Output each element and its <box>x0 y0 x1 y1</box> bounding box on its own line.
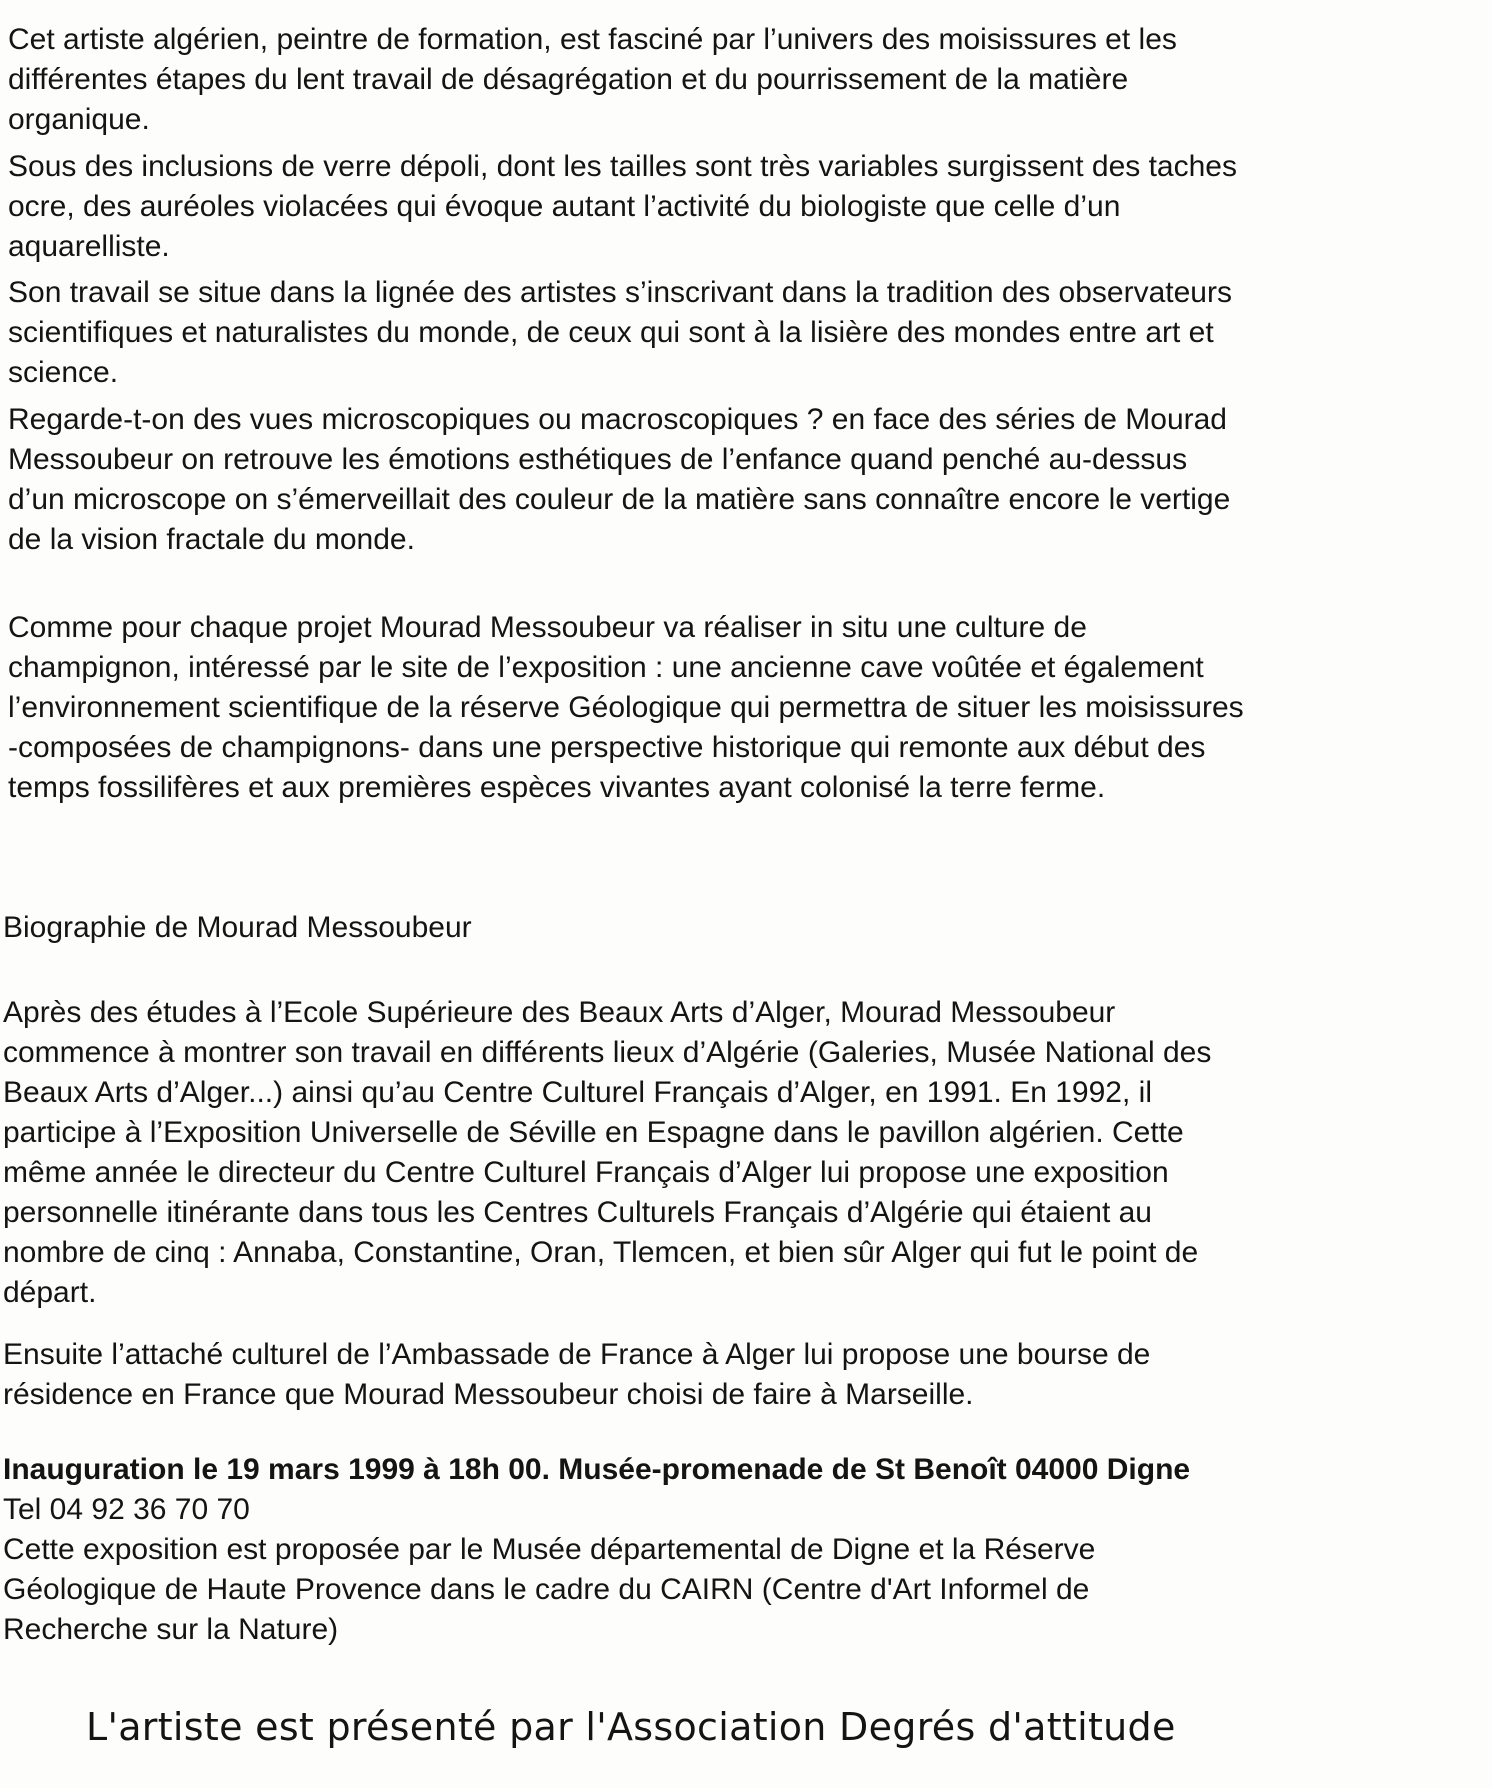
paragraph-intro <box>8 20 1484 140</box>
text-line: Cette exposition est proposée par le Musée départemental de Digne et la Réserve <box>3 1533 1096 1566</box>
text-line: résidence en France que Mourad Messoubeur choisi de faire à Marseille. <box>3 1378 974 1411</box>
text-line: science. <box>8 356 119 389</box>
paragraph-biography <box>3 993 1479 1313</box>
text-line: -composées de champignons- dans une perspective historique qui remonte aux début des <box>8 731 1206 764</box>
text-line: organique. <box>8 103 150 136</box>
paragraph-inclusions <box>8 147 1484 267</box>
paragraph-inauguration <box>3 1450 1479 1650</box>
text-line: Après des études à l’Ecole Supérieure des Beaux Arts d’Alger, Mourad Messoubeur <box>3 996 1116 1029</box>
text-line: différentes étapes du lent travail de désagrégation et du pourrissement de la matière <box>8 63 1129 96</box>
paragraph-residence <box>3 1335 1479 1415</box>
text-line: Regarde-t-on des vues microscopiques ou macroscopiques ? en face des séries de Mourad <box>8 403 1227 436</box>
text-line: nombre de cinq : Annaba, Constantine, Oran, Tlemcen, et bien sûr Alger qui fut le point de <box>3 1236 1199 1269</box>
text-line: l’environnement scientifique de la réserve Géologique qui permettra de situer les moisissures <box>8 691 1244 724</box>
text-line: Son travail se situe dans la lignée des artistes s’inscrivant dans la tradition des observateurs <box>8 276 1232 309</box>
paragraph-project <box>8 608 1484 808</box>
paragraph-tradition <box>8 273 1484 393</box>
text-line: champignon, intéressé par le site de l’exposition : une ancienne cave voûtée et également <box>8 651 1204 684</box>
paragraph-microscopic <box>8 400 1484 560</box>
text-line: aquarelliste. <box>8 230 170 263</box>
text-line: temps fossilifères et aux premières espèces vivantes ayant colonisé la terre ferme. <box>8 771 1106 804</box>
text-line: d’un microscope on s’émerveillait des couleur de la matière sans connaître encore le vertige <box>8 483 1231 516</box>
text-line: départ. <box>3 1276 97 1309</box>
text-line: participe à l’Exposition Universelle de Séville en Espagne dans le pavillon algérien. Cette <box>3 1116 1184 1149</box>
text-line: Beaux Arts d’Alger...) ainsi qu’au Centre Culturel Français d’Alger, en 1991. En 1992, il <box>3 1076 1152 1109</box>
text-line: Sous des inclusions de verre dépoli, dont les tailles sont très variables surgissent des taches <box>8 150 1237 183</box>
text-line: Messoubeur on retrouve les émotions esthétiques de l’enfance quand penché au-dessus <box>8 443 1188 476</box>
text-line: commence à montrer son travail en différents lieux d’Algérie (Galeries, Musée National des <box>3 1036 1212 1069</box>
text-line: ocre, des auréoles violacées qui évoque autant l’activité du biologiste que celle d’un <box>8 190 1121 223</box>
inauguration-line: Inauguration le 19 mars 1999 à 18h 00. Musée-promenade de St Benoît 04000 Digne <box>3 1453 1191 1486</box>
text-line: personnelle itinérante dans tous les Centres Culturels Français d’Algérie qui étaient au <box>3 1196 1152 1229</box>
footer-credit: L'artiste est présenté par l'Association Degrés d'attitude <box>86 1705 1176 1749</box>
text-line: Ensuite l’attaché culturel de l’Ambassade de France à Alger lui propose une bourse de <box>3 1338 1151 1371</box>
text-line: Comme pour chaque projet Mourad Messoubeur va réaliser in situ une culture de <box>8 611 1087 644</box>
text-line: Recherche sur la Nature) <box>3 1613 339 1646</box>
biography-heading: Biographie de Mourad Messoubeur <box>3 911 472 944</box>
text-line: de la vision fractale du monde. <box>8 523 415 556</box>
text-line: même année le directeur du Centre Culturel Français d’Alger lui propose une exposition <box>3 1156 1169 1189</box>
phone-line: Tel 04 92 36 70 70 <box>3 1493 250 1526</box>
text-line: Cet artiste algérien, peintre de formation, est fasciné par l’univers des moisissures et les <box>8 23 1177 56</box>
text-line: Géologique de Haute Provence dans le cadre du CAIRN (Centre d'Art Informel de <box>3 1573 1090 1606</box>
text-line: scientifiques et naturalistes du monde, de ceux qui sont à la lisière des mondes entre art et <box>8 316 1214 349</box>
